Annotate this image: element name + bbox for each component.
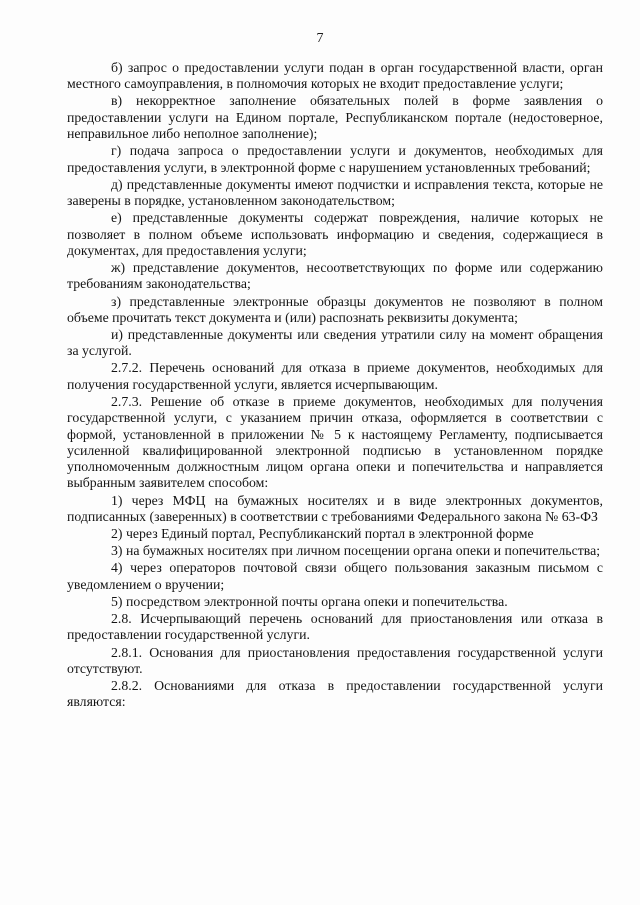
delivery-method-2: 2) через Единый портал, Республиканский портал в электронной форме — [111, 526, 534, 542]
document-body — [67, 60, 603, 712]
page-number: 7 — [316, 31, 324, 46]
clause-2-8-1: 2.8.1. Основания для приостановления предоставления государственной услуги отсутствуют. — [67, 644, 603, 676]
paragraph-d-corrections: д) представленные документы имеют подчистки и исправления текста, которые не заверены в порядке, установленном законодательством; — [67, 176, 603, 209]
delivery-method-3: 3) на бумажных носителях при личном посещении органа опеки и попечительства; — [111, 543, 601, 559]
delivery-method-5: 5) посредством электронной почты органа опеки и попечительства. — [111, 593, 508, 609]
paragraph-v-incorrect-fields: в) некорректное заполнение обязательных полей в форме заявления о предоставлении услуги на Едином портале, Республиканском портале (недостоверное, неправильное либо неполное заполнение); — [67, 93, 603, 142]
delivery-method-4: 4) через операторов почтовой связи общего пользования заказным письмом с уведомлением о вручении; — [67, 560, 603, 592]
paragraph-z-unreadable-electronic: з) представленные электронные образцы документов не позволяют в полном объеме прочитать текст документа и (или) распознать реквизиты документа; — [67, 293, 603, 325]
paragraph-g-electronic-violation: г) подача запроса о предоставлении услуги и документов, необходимых для предоставления услуги, в электронной форме с нарушением установленных требований; — [67, 143, 603, 175]
clause-2-7-2: 2.7.2. Перечень оснований для отказа в приеме документов, необходимых для получения государственной услуги, является исчерпывающим. — [67, 360, 603, 392]
paragraph-zh-nonconforming-documents: ж) представление документов, несоответствующих по форме или содержанию требованиям законодательства; — [67, 260, 603, 292]
paragraph-i-expired-documents: и) представленные документы или сведения утратили силу на момент обращения за услугой. — [67, 326, 603, 359]
delivery-method-1: 1) через МФЦ на бумажных носителях и в виде электронных документов, подписанных (заверенных) в соответствии с требованиями Федерального закона № 63-ФЗ — [67, 492, 603, 524]
paragraph-e-damaged-documents: е) представленные документы содержат повреждения, наличие которых не позволяет в полном объеме использовать информацию и сведения, содержащиеся в документах, для предоставления услуги; — [67, 210, 603, 258]
clause-2-8: 2.8. Исчерпывающий перечень оснований для приостановления или отказа в предоставлении государственной услуги. — [67, 611, 603, 643]
clause-2-8-2: 2.8.2. Основаниями для отказа в предоставлении государственной услуги являются: — [67, 678, 603, 710]
clause-2-7-3: 2.7.3. Решение об отказе в приеме документов, необходимых для получения государственной услуги, с указанием причин отказа, оформляется в соответствии с формой, установленной в приложении № 5 к настоящему Регламенту, подписывается усиленной квалифицированной электронной подписью в установленном порядке уполномоченным должностным лицом органа опеки и попечительства и направляется выбранным заявителем способом: — [67, 393, 603, 491]
paragraph-b-wrong-authority: б) запрос о предоставлении услуги подан в орган государственной власти, орган местного самоуправления, в полномочия которых не входит предоставление услуги; — [67, 60, 603, 92]
